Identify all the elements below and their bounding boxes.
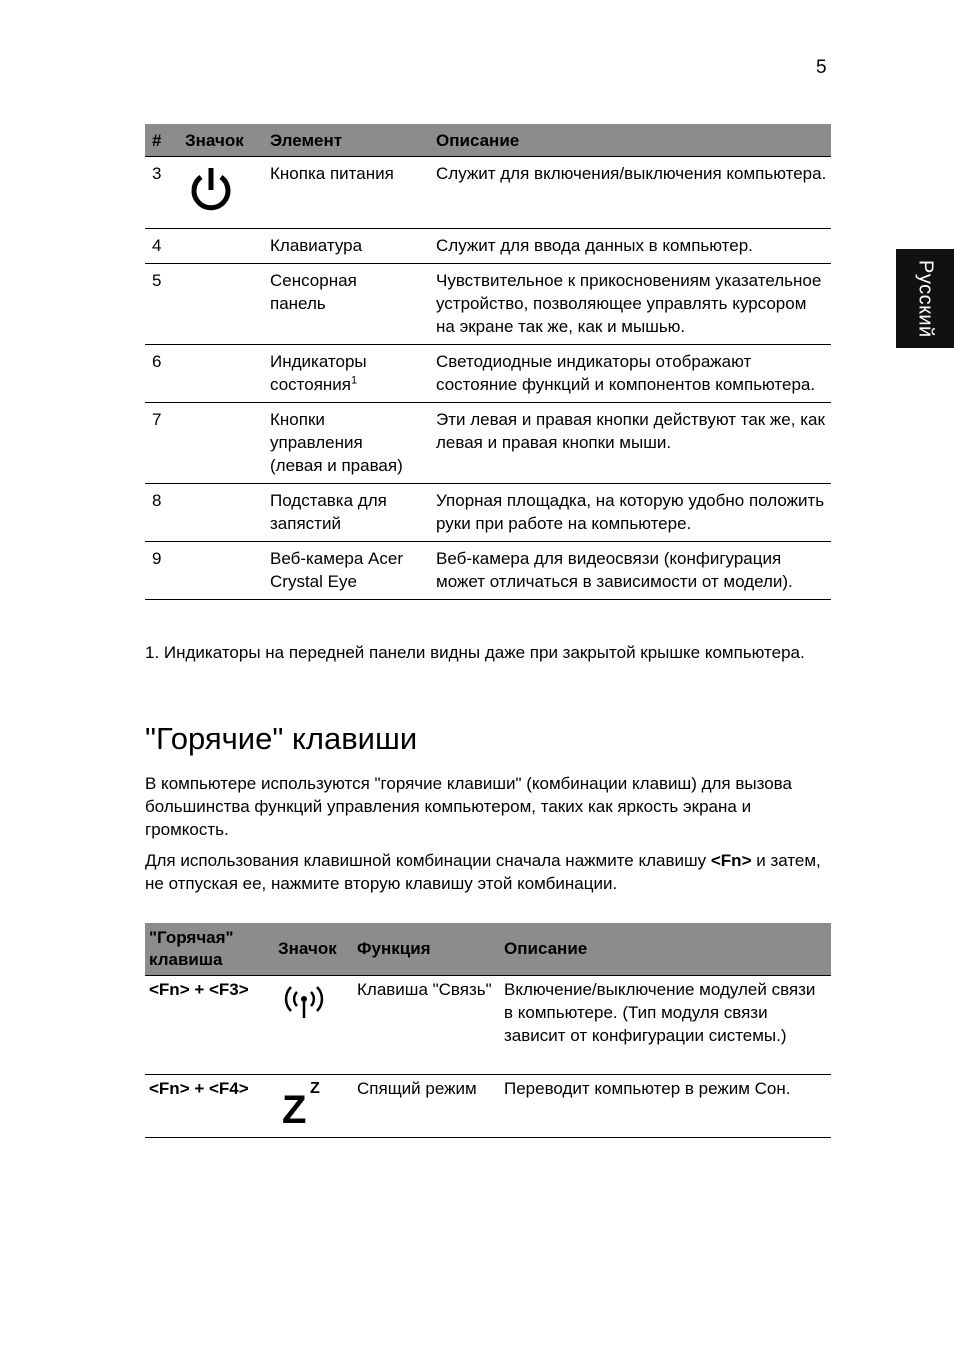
language-tab: [896, 249, 954, 348]
hotkey-description: Включение/выключение модулей связи в компьютере. (Тип модуля связи зависит от конфигурации системы.): [500, 976, 831, 1075]
table-row: [145, 976, 831, 1075]
table-row: [145, 229, 831, 264]
row-description: Служит для ввода данных в компьютер.: [432, 229, 831, 264]
table-row: [145, 157, 831, 229]
icon-cell: [181, 157, 266, 229]
hotkey-function: Спящий режим: [353, 1075, 500, 1138]
row-element: Сенсорная панель: [266, 264, 432, 345]
icon-cell: [181, 229, 266, 264]
footnote: 1. Индикаторы на передней панели видны даже при закрытой крышке компьютера.: [145, 643, 805, 662]
header-hotkey: "Горячая" клавиша: [145, 923, 274, 976]
row-element: Веб-камера Acer Crystal Eye: [266, 542, 432, 600]
table-row: [145, 542, 831, 600]
svg-text:Z: Z: [310, 1080, 320, 1097]
header-number: #: [145, 124, 181, 157]
table-header-row: [145, 923, 831, 976]
row-element: Клавиатура: [266, 229, 432, 264]
header-description: Описание: [500, 923, 831, 976]
row-description: Упорная площадка, на которую удобно положить руки при работе на компьютере.: [432, 484, 831, 542]
hotkey-description: Переводит компьютер в режим Сон.: [500, 1075, 831, 1138]
icon-cell: [181, 484, 266, 542]
row-element: Кнопки управления (левая и правая): [266, 403, 432, 484]
hotkeys-table: [145, 923, 831, 1138]
usage-text-after: и затем, не отпуская ее, нажмите вторую клавишу этой комбинации.: [145, 851, 821, 893]
intro-paragraph: В компьютере используются "горячие клавиши" (комбинации клавиш) для вызова большинства функций управления компьютером, таких как яркость экрана и громкость.: [145, 774, 792, 839]
icon-cell: [274, 1075, 353, 1138]
components-table: [145, 124, 831, 600]
footnote-marker: 1: [351, 374, 358, 387]
section-title: "Горячие" клавиши: [145, 721, 418, 756]
icon-cell: [274, 976, 353, 1075]
wireless-icon: [280, 984, 328, 1026]
icon-cell: [181, 542, 266, 600]
row-element: Кнопка питания: [266, 157, 432, 229]
row-number: 9: [145, 542, 181, 600]
header-icon: Значок: [274, 923, 353, 976]
icon-cell: [181, 264, 266, 345]
hotkey-function: Клавиша "Связь": [353, 976, 500, 1075]
svg-text:Z: Z: [282, 1088, 307, 1125]
table-row: [145, 403, 831, 484]
row-element: Подставка для запястий: [266, 484, 432, 542]
fn-key-label: <Fn>: [710, 851, 752, 870]
row-number: 5: [145, 264, 181, 345]
table-row: [145, 1075, 831, 1138]
usage-paragraph: [145, 849, 831, 895]
page-number: 5: [816, 57, 827, 78]
sleep-icon: [282, 1079, 326, 1131]
row-description: Веб-камера для видеосвязи (конфигурация может отличаться в зависимости от модели).: [432, 542, 831, 600]
header-description: Описание: [432, 124, 831, 157]
hotkey-combo: <Fn> + <F3>: [145, 976, 274, 1075]
icon-cell: [181, 403, 266, 484]
row-number: 3: [145, 157, 181, 229]
table-row: [145, 345, 831, 403]
row-element-text: Индикаторы состояния: [270, 352, 367, 394]
row-description: Служит для включения/выключения компьютера.: [432, 157, 831, 229]
language-tab-label: Русский: [914, 259, 937, 338]
table-header-row: [145, 124, 831, 157]
row-description: Светодиодные индикаторы отображают состояние функций и компонентов компьютера.: [432, 345, 831, 403]
row-number: 6: [145, 345, 181, 403]
header-function: Функция: [353, 923, 500, 976]
power-icon: [185, 162, 237, 222]
row-description: Эти левая и правая кнопки действуют так же, как левая и правая кнопки мыши.: [432, 403, 831, 484]
row-number: 8: [145, 484, 181, 542]
header-element: Элемент: [266, 124, 432, 157]
table-row: [145, 484, 831, 542]
row-description: Чувствительное к прикосновениям указательное устройство, позволяющее управлять курсором на экране так же, как и мышью.: [432, 264, 831, 345]
row-element: [266, 345, 432, 403]
usage-text-before: Для использования клавишной комбинации сначала нажмите клавишу: [145, 851, 711, 870]
row-number: 7: [145, 403, 181, 484]
row-number: 4: [145, 229, 181, 264]
hotkey-combo: <Fn> + <F4>: [145, 1075, 274, 1138]
header-icon: Значок: [181, 124, 266, 157]
table-row: [145, 264, 831, 345]
icon-cell: [181, 345, 266, 403]
